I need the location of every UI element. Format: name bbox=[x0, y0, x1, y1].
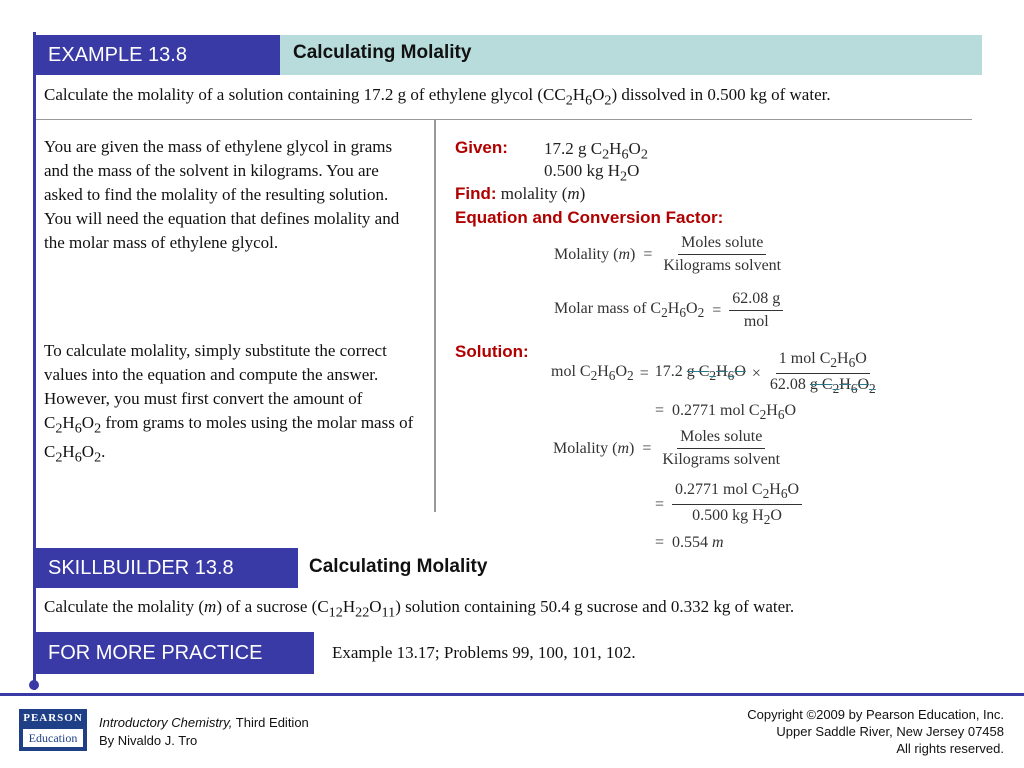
skillbuilder-title: Calculating Molality bbox=[309, 556, 488, 577]
solution-substitution: = $\frac{0.2771 mol C_2H_6O}{0.500 kg H_2O}$ bbox=[655, 481, 802, 528]
pearson-logo: PEARSON Education bbox=[19, 709, 87, 751]
more-practice-text: Example 13.17; Problems 99, 100, 101, 102. bbox=[332, 643, 636, 662]
find-row: Find: molality (m) bbox=[455, 184, 586, 203]
solution-answer: = 0.554 m bbox=[655, 534, 724, 551]
strategy-paragraph-1 bbox=[44, 135, 414, 255]
molar-mass-equation: Molar mass of $C_2H_6O_2$ = $\frac{62.08 g}{\text{mol}}$ bbox=[554, 290, 783, 331]
skillbuilder-problem: Calculate the molality (m) of a sucrose $(C_{12}H_{22}O_{11})$ solution containing 50.4 g sucrose and 0.332 kg of water. bbox=[44, 597, 795, 621]
copyright-notice: Copyright ©2009 by Pearson Education, Inc. Upper Saddle River, New Jersey 07458 All rights reserved. bbox=[747, 707, 1004, 756]
example-label: EXAMPLE 13.8 bbox=[36, 35, 280, 75]
equation-label: Equation and Conversion Factor: bbox=[455, 208, 724, 227]
strategy-text-2: You will need the equation that defines molality and the molar mass of ethylene glycol. bbox=[44, 209, 400, 252]
example-problem: Calculate the molality of a solution containing 17.2 g of ethylene glycol $(CC_2H_6O_2)$ dissolved in 0.500 kg of water. bbox=[44, 85, 831, 109]
strategy-text-1: You are given the mass of ethylene glycol in grams and the mass of the solvent in kilograms. You are asked to find the molality of the resulting solution. bbox=[44, 137, 393, 204]
solution-molality-definition: Molality (m) = $\frac{\text{Moles solute}}{\text{Kilograms solvent}}$ bbox=[553, 428, 781, 468]
solution-label: Solution: bbox=[455, 342, 529, 361]
solution-moles-result: = 0.2771 mol $C_2H_6O$ bbox=[655, 402, 797, 423]
problem-divider bbox=[36, 119, 972, 120]
given-item-2: 0.500 kg $H_2O$ bbox=[544, 161, 640, 185]
more-practice-label: FOR MORE PRACTICE bbox=[36, 632, 314, 674]
given-label: Given: bbox=[455, 138, 508, 157]
example-title: Calculating Molality bbox=[293, 42, 472, 63]
left-rule bbox=[33, 32, 36, 690]
left-rule-dot bbox=[29, 680, 39, 690]
column-divider bbox=[434, 120, 436, 512]
molality-equation: Molality (m) = $\frac{\text{Moles solute}}{\text{Kilograms solvent}}$ bbox=[554, 234, 782, 274]
given-item-1: 17.2 g $C_2H_6O_2$ bbox=[544, 139, 648, 163]
book-credit: Introductory Chemistry, Third Edition By Nivaldo J. Tro bbox=[99, 715, 309, 748]
footer-rule bbox=[0, 693, 1024, 696]
solution-step-1: mol $C_2H_6O_2$ = 17.2 g $C_2H_6O$ × $\frac{1 mol C_2H_6O}{62.08 g C_2H_6O_2}$ bbox=[551, 350, 876, 397]
strategy-paragraph-2: To calculate molality, simply substitute the correct values into the equation and compute the answer. However, you must first convert the amount of $C_2H_6O_2$ from grams to moles using the molar mass of $C_2H_6O_2$. bbox=[44, 341, 414, 466]
skillbuilder-label: SKILLBUILDER 13.8 bbox=[36, 548, 298, 588]
